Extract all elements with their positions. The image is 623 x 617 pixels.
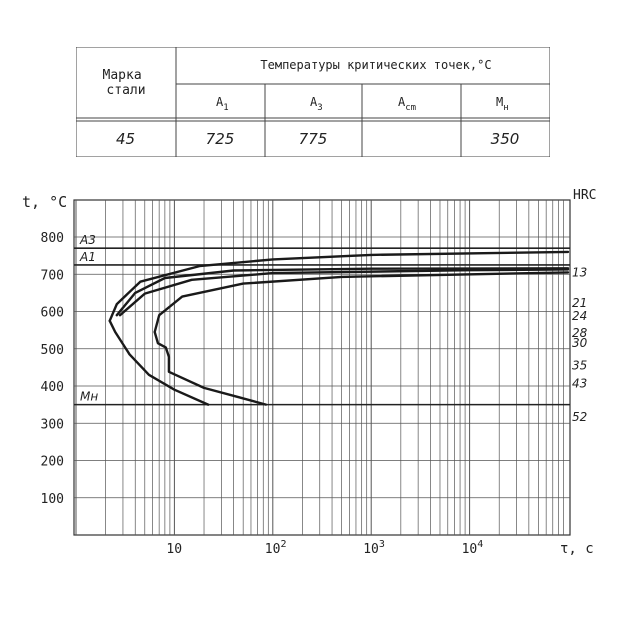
- svg-text:A1: $A_1$: [216, 95, 229, 113]
- x-tick-label: 10: [166, 542, 183, 557]
- hrc-value-label: 24: [572, 309, 588, 324]
- reference-lines: [74, 233, 570, 404]
- y-axis-title: t, °C: [22, 193, 68, 211]
- hrc-value-label: 43: [572, 376, 588, 391]
- chart-grid: [74, 200, 570, 535]
- y-tick-label: 500: [40, 342, 64, 358]
- svg-text:Mн: $M_н$: [496, 95, 509, 113]
- reference-line-label: A3: [80, 233, 96, 248]
- hrc-value-label: 52: [572, 409, 588, 424]
- hrc-title: HRC: [573, 188, 597, 203]
- hrc-value-label: 35: [572, 358, 588, 373]
- reference-line-label: Мн: [80, 389, 99, 404]
- x-axis-title: τ, с: [560, 541, 594, 557]
- hrc-value-label: 13: [572, 265, 588, 280]
- hrc-value-label: 28: [572, 325, 588, 340]
- steel-grade-header: Марка стали: [102, 68, 146, 98]
- x-tick-label: $10^4$: [461, 539, 484, 557]
- a3-value: 775: [298, 130, 328, 148]
- plot-frame: [74, 200, 570, 535]
- axis-labels: [22, 188, 596, 557]
- y-tick-label: 300: [40, 417, 64, 433]
- y-tick-label: 800: [40, 231, 64, 246]
- critical-temps-header: Температуры критических точек,°С: [260, 58, 492, 72]
- y-tick-label: 600: [40, 305, 64, 321]
- x-tick-label: $10^3$: [363, 539, 385, 557]
- reference-line-label: A1: [80, 249, 96, 264]
- y-tick-label: 700: [40, 268, 64, 284]
- steel-grade-value: 45: [116, 130, 136, 148]
- y-tick-label: 400: [40, 380, 64, 395]
- mn-value: 350: [490, 130, 520, 148]
- hrc-value-label: 30: [572, 336, 588, 351]
- transformation-curve-6: [155, 332, 266, 405]
- y-tick-label: 100: [40, 491, 64, 507]
- a1-value: 725: [205, 130, 235, 148]
- transformation-curve-3: [117, 268, 568, 315]
- x-tick-label: $10^2$: [264, 539, 287, 557]
- y-tick-label: 200: [40, 454, 64, 470]
- svg-text:A3: $A_3$: [310, 95, 323, 113]
- svg-text:Acm: $A_{cm}$: [398, 95, 417, 113]
- hrc-value-label: 21: [572, 295, 588, 310]
